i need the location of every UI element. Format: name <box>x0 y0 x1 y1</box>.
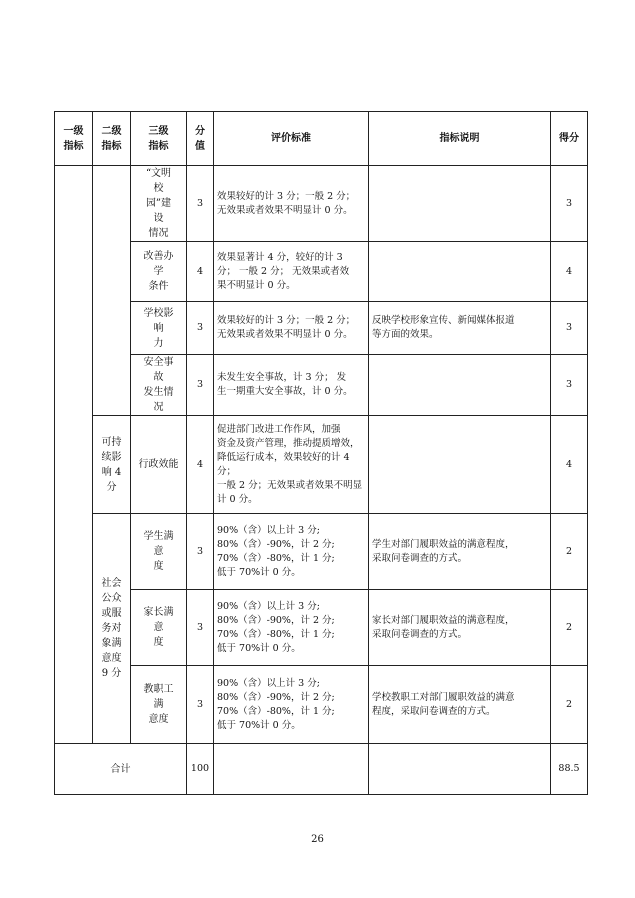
description-cell: 学生对部门履职效益的满意程度， 采取问卷调查的方式。 <box>369 514 551 590</box>
result-cell: 2 <box>551 666 588 744</box>
score-cell: 3 <box>187 590 214 666</box>
total-result: 88.5 <box>551 744 588 795</box>
score-cell: 4 <box>187 416 214 514</box>
score-cell: 3 <box>187 166 214 242</box>
total-row <box>55 744 588 795</box>
indicator-cell: 安全事故 发生情况 <box>131 355 187 416</box>
header-criteria: 评价标准 <box>214 112 369 166</box>
score-cell: 3 <box>187 355 214 416</box>
result-cell: 2 <box>551 514 588 590</box>
score-cell: 4 <box>187 242 214 302</box>
criteria-cell: 90%（含）以上计 3 分; 80%（含）-90%，计 2 分; 70%（含）-80%，计 1 分; 低于 70%计 0 分。 <box>214 514 369 590</box>
description-cell: 学校教职工对部门履职效益的满意 程度，采取问卷调查的方式。 <box>369 666 551 744</box>
indicator-cell: 家长满意 度 <box>131 590 187 666</box>
description-cell <box>369 355 551 416</box>
description-cell <box>369 242 551 302</box>
description-cell <box>369 166 551 242</box>
result-cell: 2 <box>551 590 588 666</box>
table-row <box>55 355 588 416</box>
evaluation-table <box>54 111 588 795</box>
total-score: 100 <box>187 744 214 795</box>
table-row <box>55 416 588 514</box>
criteria-cell: 效果较好的计 3 分；一般 2 分； 无效果或者效果不明显计 0 分。 <box>214 302 369 355</box>
table-row <box>55 242 588 302</box>
indicator-cell: 教职工满 意度 <box>131 666 187 744</box>
table-row <box>55 166 588 242</box>
indicator-cell: 改善办学 条件 <box>131 242 187 302</box>
result-cell: 3 <box>551 302 588 355</box>
table-row <box>55 590 588 666</box>
header-result: 得分 <box>551 112 588 166</box>
table-row <box>55 666 588 744</box>
header-level2: 二级 指标 <box>93 112 131 166</box>
result-cell: 3 <box>551 166 588 242</box>
header-score: 分 值 <box>187 112 214 166</box>
score-cell: 3 <box>187 514 214 590</box>
description-cell: 家长对部门履职效益的满意程度， 采取问卷调查的方式。 <box>369 590 551 666</box>
criteria-cell: 促进部门改进工作作风，加强 资金及资产管理，推动提质增效， 降低运行成本，效果较好的计 4 分； 一般 2 分；无效果或者效果不明显计 0 分。 <box>214 416 369 514</box>
indicator-cell: 行政效能 <box>131 416 187 514</box>
result-cell: 4 <box>551 416 588 514</box>
description-cell <box>369 416 551 514</box>
table-row <box>55 514 588 590</box>
criteria-cell: 90%（含）以上计 3 分; 80%（含）-90%，计 2 分; 70%（含）-80%，计 1 分; 低于 70%计 0 分。 <box>214 666 369 744</box>
result-cell: 4 <box>551 242 588 302</box>
header-level1: 一级 指标 <box>55 112 93 166</box>
score-cell: 3 <box>187 302 214 355</box>
header-level3: 三级 指标 <box>131 112 187 166</box>
total-label: 合计 <box>55 744 187 795</box>
indicator-cell: 学生满意 度 <box>131 514 187 590</box>
page-number: 26 <box>311 834 324 845</box>
table-row <box>55 302 588 355</box>
total-criteria-empty <box>214 744 369 795</box>
total-description-empty <box>369 744 551 795</box>
level2-sustainable: 可持 续影 响 4 分 <box>93 416 131 514</box>
score-cell: 3 <box>187 666 214 744</box>
level1-cell <box>55 166 93 744</box>
indicator-cell: “文明校 园”建设 情况 <box>131 166 187 242</box>
indicator-cell: 学校影响 力 <box>131 302 187 355</box>
criteria-cell: 效果较好的计 3 分；一般 2 分； 无效果或者效果不明显计 0 分。 <box>214 166 369 242</box>
level2-satisfaction: 社会 公众 或服 务对 象满 意度 9 分 <box>93 514 131 744</box>
criteria-cell: 效果显著计 4 分，较好的计 3 分； 一般 2 分； 无效果或者效 果不明显计 0 分。 <box>214 242 369 302</box>
result-cell: 3 <box>551 355 588 416</box>
header-description: 指标说明 <box>369 112 551 166</box>
criteria-cell: 90%（含）以上计 3 分; 80%（含）-90%，计 2 分; 70%（含）-80%，计 1 分; 低于 70%计 0 分。 <box>214 590 369 666</box>
level2-cell-empty <box>93 166 131 416</box>
description-cell: 反映学校形象宣传、新闻媒体报道 等方面的效果。 <box>369 302 551 355</box>
table-header-row <box>55 112 588 166</box>
criteria-cell: 未发生安全事故，计 3 分； 发 生一期重大安全事故，计 0 分。 <box>214 355 369 416</box>
